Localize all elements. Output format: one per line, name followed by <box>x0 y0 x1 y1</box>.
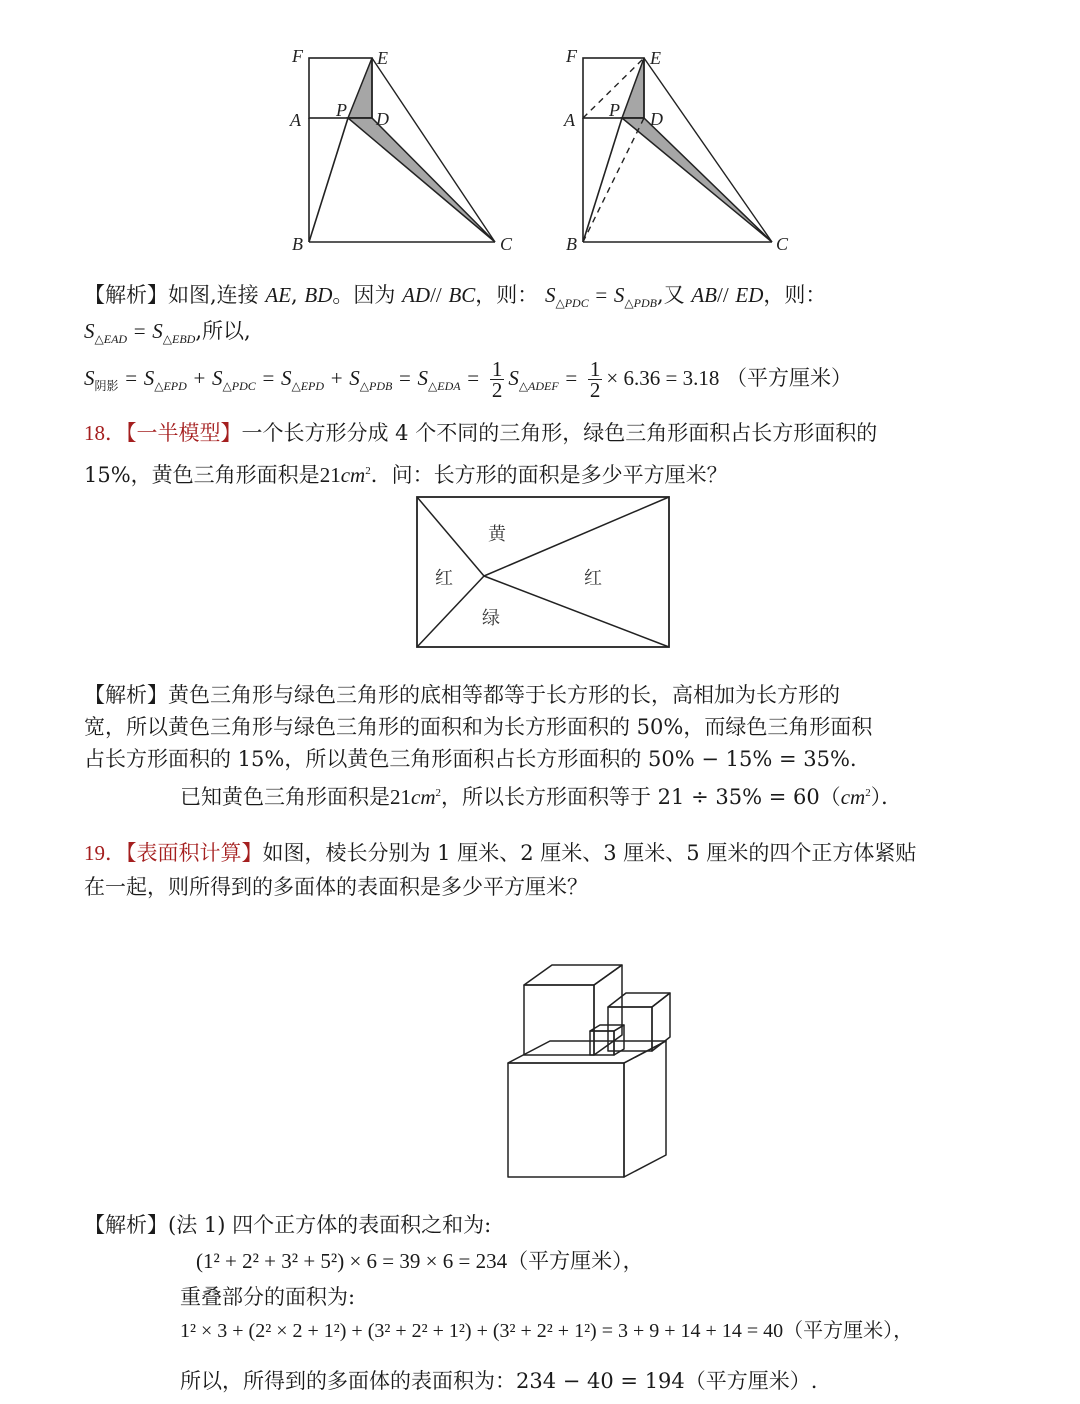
fraction-half: $\frac{1}{2}$ <box>589 357 601 402</box>
fraction-half: $\frac{1}{2}$ <box>491 357 503 402</box>
solution-19-conclusion: 所以，所得到的多面体的表面积为：234 − 40 = 194（平方厘米）. <box>180 1369 818 1393</box>
dashed-bd <box>583 118 644 242</box>
shaded-triangle-epd <box>348 58 372 118</box>
label-b: B <box>566 234 577 254</box>
question-18-line-2: 15%，黄色三角形面积是$21cm^2$．问：长方形的面积是多少平方厘米？ <box>84 463 728 487</box>
label-f: F <box>292 46 303 66</box>
label-red-left: 红 <box>435 568 453 589</box>
solution-17-line-2: $S_{\triangle EAD} = S_{\triangle EBD}$,所以, <box>84 319 251 347</box>
label-d: D <box>376 109 389 129</box>
label-d: D <box>650 109 663 129</box>
label-a: A <box>564 110 575 130</box>
figure-right <box>554 40 804 260</box>
label-a: A <box>290 110 301 130</box>
label-e: E <box>377 48 388 68</box>
segment-bp <box>583 118 622 242</box>
rectangle-figure <box>414 494 672 650</box>
label-green: 绿 <box>482 608 500 629</box>
figure-left <box>280 40 520 260</box>
shaded-triangle-pdc <box>348 118 495 242</box>
label-red-right: 红 <box>584 568 602 589</box>
question-18-line-1: 18．【一半模型】一个长方形分成 4 个不同的三角形，绿色三角形面积占长方形面积的 <box>84 421 878 445</box>
solution-19-formula-1: (1² + 2² + 3² + 5²) × 6 = 39 × 6 = 234（平方厘米）， <box>196 1249 644 1273</box>
label-e: E <box>650 48 661 68</box>
solution-18-line-3: 占长方形面积的 15%，所以黄色三角形面积占长方形面积的 50% − 15% = 35%． <box>84 747 871 771</box>
label-c: C <box>776 234 789 254</box>
label-yellow: 黄 <box>488 524 506 545</box>
label-f: F <box>566 46 577 66</box>
question-19-line-2: 在一起，则所得到的多面体的表面积是多少平方厘米？ <box>84 875 588 899</box>
solution-18-line-1: 【解析】黄色三角形与绿色三角形的底相等都等于长方形的长，高相加为长方形的 <box>84 683 840 707</box>
solution-19-overlap-label: 重叠部分的面积为: <box>180 1285 356 1309</box>
solution-17-line-3: $S_{阴影} = S_{\triangle EPD} + S_{\triangle PDC} = S_{\triangle EPD} + S_{\triangle PDB} = S_{\triangle EDA}$ = $\frac{1}{2}$ $S_{\triangle ADEF}$ = $\frac{1}{2}$ × 6.36 = 3.18 （平方厘米） <box>84 357 853 402</box>
label-p: P <box>609 100 620 120</box>
shaded-triangle-pdc <box>622 118 772 242</box>
label-b: B <box>292 234 303 254</box>
solution-17-line-1: 【解析】如图,连接 AE, BD。因为 AD// BC，则： $S_{\triangle PDC} = S_{\triangle PDB}$,又 AB// ED，则： <box>84 283 827 311</box>
question-19-line-1: 19．【表面积计算】如图，棱长分别为 1 厘米、2 厘米、3 厘米、5 厘米的四个正方体紧贴 <box>84 841 917 865</box>
segment-bp <box>309 118 348 242</box>
label-c: C <box>500 234 513 254</box>
solution-19-line-1: 【解析】(法 1) 四个正方体的表面积之和为: <box>84 1213 492 1237</box>
solution-19-formula-2: 1² × 3 + (2² × 2 + 1²) + (3² + 2² + 1²) + (3² + 2² + 1²) = 3 + 9 + 14 + 14 = 40（平方厘米）， <box>180 1320 914 1342</box>
cubes-figure <box>500 955 690 1185</box>
solution-18-line-2: 宽，所以黄色三角形与绿色三角形的面积和为长方形面积的 50%，而绿色三角形面积 <box>84 715 873 739</box>
solution-18-line-4: 已知黄色三角形面积是$21cm^2$，所以长方形面积等于 $21 \div 35\% = 60(cm^2)$． <box>180 785 903 809</box>
label-p: P <box>336 100 347 120</box>
shaded-triangle-epd <box>622 58 644 118</box>
